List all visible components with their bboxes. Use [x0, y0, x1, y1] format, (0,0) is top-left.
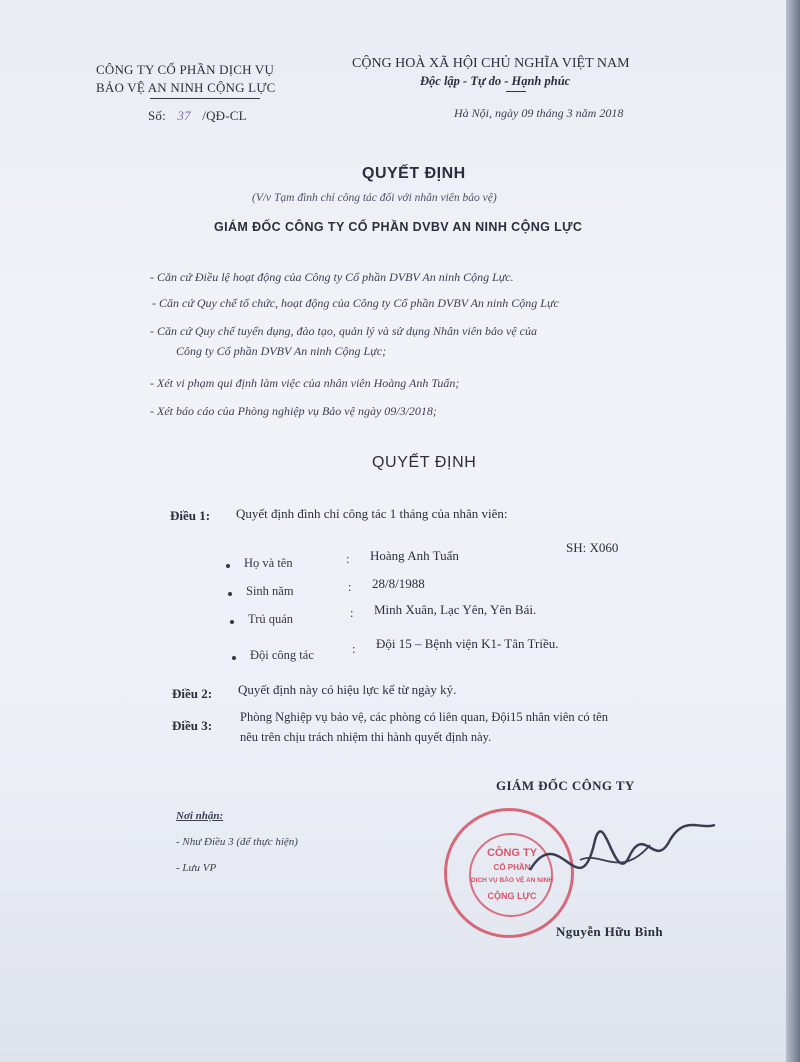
- authority-line: GIÁM ĐỐC CÔNG TY CỔ PHẦN DVBV AN NINH CỘNG LỰC: [214, 220, 583, 234]
- recipients-heading: Nơi nhận:: [176, 810, 224, 822]
- stamp-text: CÔNG TY: [486, 847, 538, 859]
- article3-label: Điều 3:: [172, 718, 213, 733]
- signer-name: Nguyễn Hữu Bình: [556, 924, 664, 939]
- field-label-birth: Sinh năm: [246, 584, 294, 598]
- stamp-text: CỔ PHẦN: [493, 863, 531, 872]
- field-colon: :: [346, 552, 350, 566]
- field-colon: :: [348, 580, 352, 594]
- page-edge-shadow: [786, 0, 800, 1062]
- place-date: Hà Nội, ngày 09 tháng 3 năm 2018: [454, 106, 624, 120]
- article1-text: Quyết định đình chỉ công tác 1 tháng của nhân viên:: [236, 506, 508, 521]
- basis-item-continued: Công ty Cổ phần DVBV An ninh Cộng Lực;: [176, 344, 387, 358]
- document-title: QUYẾT ĐỊNH: [362, 165, 466, 182]
- field-value-name: Hoàng Anh Tuấn: [370, 548, 459, 563]
- nation-title: CỘNG HOÀ XÃ HỘI CHỦ NGHĨA VIỆT NAM: [352, 56, 630, 71]
- basis-item: - Xét báo cáo của Phòng nghiệp vụ Bảo vệ ngày 09/3/2018;: [150, 404, 437, 418]
- bullet-dot: [228, 592, 232, 596]
- stamp-text: CỘNG LỰC: [487, 891, 537, 901]
- recipient-item: - Như Điều 3 (để thực hiện): [176, 836, 298, 848]
- company-name-line2: BẢO VỆ AN NINH CỘNG LỰC: [96, 80, 276, 95]
- handwritten-signature: [520, 800, 720, 920]
- company-name-line1: CÔNG TY CỔ PHẦN DỊCH VỤ: [96, 62, 275, 77]
- basis-item: - Căn cứ Quy chế tuyển dụng, đào tạo, quản lý và sử dụng Nhân viên bảo vệ của: [150, 324, 538, 338]
- bullet-dot: [226, 564, 230, 568]
- field-colon: :: [350, 606, 354, 620]
- field-label-residence: Trú quán: [248, 612, 294, 626]
- field-value-residence: Minh Xuân, Lạc Yên, Yên Bái.: [374, 602, 537, 617]
- article1-label: Điều 1:: [170, 508, 211, 523]
- article2-text: Quyết định này có hiệu lực kể từ ngày ký.: [238, 682, 457, 697]
- article3-text-line1: Phòng Nghiệp vụ bảo vệ, các phòng có liên quan, Đội15 nhân viên có tên: [240, 710, 608, 724]
- basis-item: - Xét vi phạm qui định làm việc của nhân viên Hoàng Anh Tuấn;: [150, 376, 460, 390]
- field-colon: :: [352, 642, 356, 656]
- nation-motto: Độc lập - Tự do - Hạnh phúc: [420, 74, 571, 88]
- basis-item: - Căn cứ Điều lệ hoạt động của Công ty Cổ phần DVBV An ninh Cộng Lực.: [150, 270, 514, 284]
- number-value: 37: [177, 108, 191, 123]
- article2-label: Điều 2:: [172, 686, 213, 701]
- decision-heading: QUYẾT ĐỊNH: [372, 454, 477, 471]
- header-underline-left: [150, 98, 260, 99]
- number-suffix: /QĐ-CL: [202, 108, 247, 123]
- field-label-team: Đội công tác: [250, 648, 314, 662]
- document-number: [148, 108, 247, 124]
- header-underline-right: [506, 91, 526, 92]
- recipient-item: - Lưu VP: [176, 862, 217, 874]
- signer-title: GIÁM ĐỐC CÔNG TY: [496, 778, 635, 793]
- stamp-text: DỊCH VỤ BẢO VỆ AN NINH: [470, 877, 554, 884]
- article3-text-line2: nêu trên chịu trách nhiệm thi hành quyết định này.: [240, 730, 492, 744]
- bullet-dot: [230, 620, 234, 624]
- field-value-id: SH: X060: [566, 540, 619, 555]
- basis-item: - Căn cứ Quy chế tổ chức, hoạt động của Công ty Cổ phần DVBV An ninh Cộng Lực: [152, 296, 559, 310]
- field-value-birth: 28/8/1988: [372, 576, 425, 591]
- field-value-team: Đội 15 – Bệnh viện K1- Tân Triều.: [376, 636, 559, 651]
- bullet-dot: [232, 656, 236, 660]
- field-label-name: Họ và tên: [244, 556, 293, 570]
- number-prefix: Số:: [148, 108, 166, 123]
- document-subject: (V/v Tạm đình chỉ công tác đối với nhân viên bảo vệ): [252, 192, 497, 204]
